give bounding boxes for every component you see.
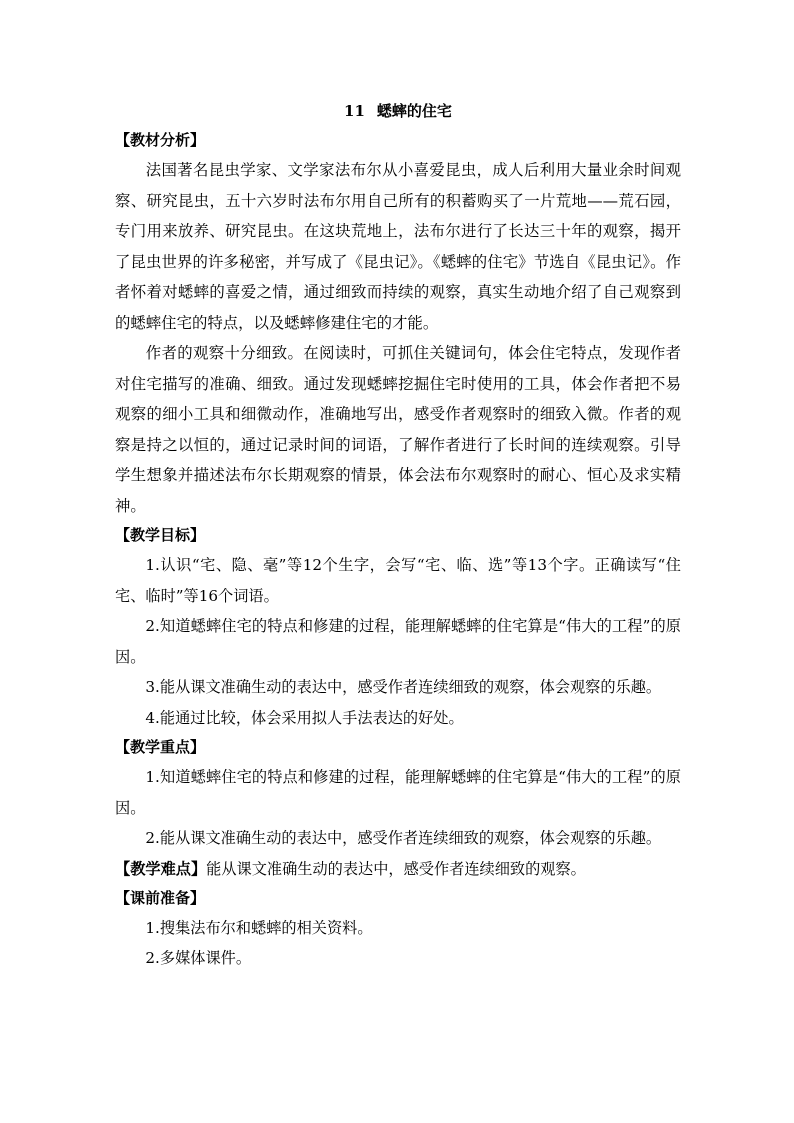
key-point-item: 2.能从课文准确生动的表达中，感受作者连续细致的观察，体会观察的乐趣。 bbox=[145, 829, 662, 847]
difficulty-heading: 【教学难点】 bbox=[115, 859, 207, 878]
goal-item: 2.知道蟋蟀住宅的特点和修建的过程，能理解蟋蟀的住宅算是“伟大的工程”的原因。 bbox=[115, 617, 681, 666]
preparation-item: 1.搜集法布尔和蟋蟀的相关资料。 bbox=[145, 918, 373, 937]
goal-item: 4.能通过比较，体会采用拟人手法表达的好处。 bbox=[145, 708, 464, 727]
analysis-paragraph: 作者的观察十分细致。在阅读时，可抓住关键词句，体会住宅特点，发现作者对住宅描写的准确、细致。通过发现蟋蟀挖掘住宅时使用的工具，体会作者把不易观察的细小工具和细微动作，准确地写出，感受作者观察时的细致入微。作者的观察是持之以恒的，通过记录时间的词语，了解作者进行了长时间的连续观察。引导学生想象并描述法布尔长期观察的情景，体会法布尔观察时的耐心、恒心及求实精神。 bbox=[115, 344, 681, 515]
goals-heading: 【教学目标】 bbox=[115, 526, 206, 544]
preparation-item: 2.多媒体课件。 bbox=[145, 949, 252, 967]
lesson-name: 蟋蟀的住宅 bbox=[376, 102, 452, 120]
difficulty-text: 能从课文准确生动的表达中，感受作者连续细致的观察。 bbox=[206, 859, 586, 878]
key-points-heading: 【教学重点】 bbox=[115, 738, 206, 756]
analysis-heading: 【教材分析】 bbox=[115, 131, 206, 149]
key-point-item: 1.知道蟋蟀住宅的特点和修建的过程，能理解蟋蟀的住宅算是“伟大的工程”的原因。 bbox=[115, 768, 681, 817]
lesson-title bbox=[115, 96, 681, 126]
goal-item: 1.认识“宅、隐、毫”等12个生字，会写“宅、临、选”等13个字。正确读写“住宅、临时”等16个词语。 bbox=[115, 556, 681, 605]
difficulty-line bbox=[115, 854, 681, 884]
preparation-heading: 【课前准备】 bbox=[115, 888, 206, 907]
goal-item: 3.能从课文准确生动的表达中，感受作者连续细致的观察，体会观察的乐趣。 bbox=[145, 678, 662, 696]
lesson-number: 11 bbox=[344, 102, 365, 120]
analysis-paragraph: 法国著名昆虫学家、文学家法布尔从小喜爱昆虫，成人后利用大量业余时间观察、研究昆虫，五十六岁时法布尔用自己所有的积蓄购买了一片荒地——荒石园，专门用来放养、研究昆虫。在这块荒地上，法布尔进行了长达三十年的观察，揭开了昆虫世界的许多秘密，并写成了《昆虫记》。《蟋蟀的住宅》节选自《昆虫记》。作者怀着对蟋蟀的喜爱之情，通过细致而持续的观察，真实生动地介绍了自己观察到的蟋蟀住宅的特点，以及蟋蟀修建住宅的才能。 bbox=[115, 161, 681, 332]
document-page bbox=[115, 96, 681, 974]
